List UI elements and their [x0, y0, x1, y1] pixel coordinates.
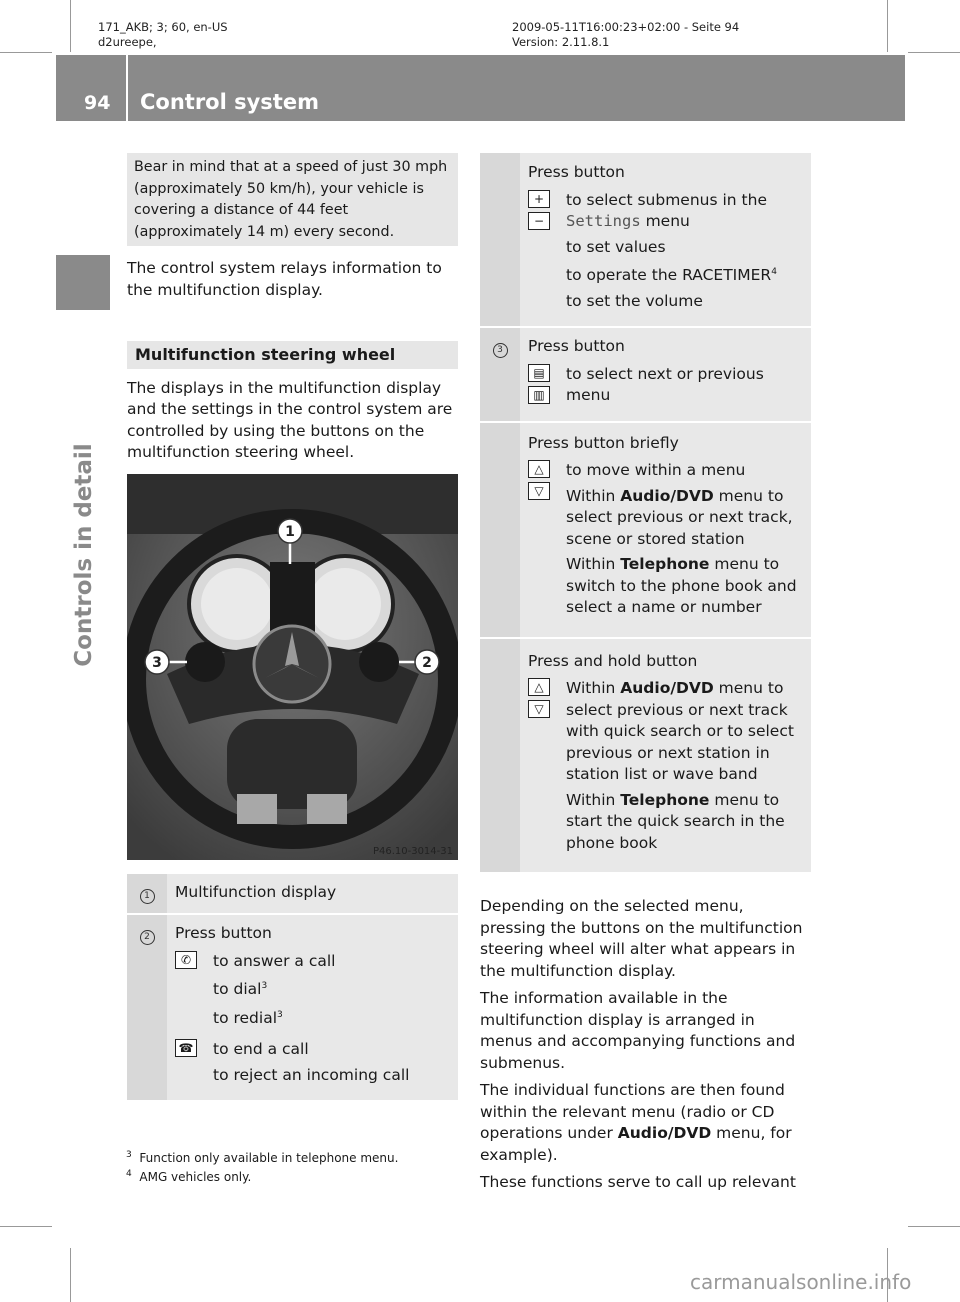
table-row [480, 153, 811, 327]
down-arrow-icon: ▽ [528, 700, 550, 718]
menu-previous-icon: ▥ [528, 386, 550, 404]
crop-mark [70, 0, 71, 52]
callout-2: 2 [422, 654, 432, 671]
down-arrow-icon: ▽ [528, 482, 550, 500]
function-line: Settings menu [566, 212, 690, 230]
watermark[interactable]: carmanualsonline.info [690, 1270, 912, 1294]
legend-table [127, 874, 458, 1101]
footnote: $^3$ Function only available in telephone menu. [126, 1150, 399, 1165]
crop-mark [0, 52, 52, 53]
phone-answer-icon: ✆ [175, 951, 197, 969]
table-key [127, 874, 167, 915]
paragraph: These functions serve to call up relevant [480, 1173, 796, 1192]
footnote-number: 3 [126, 1150, 132, 1160]
function-line: to dial$^3$ [213, 980, 268, 999]
function-line: to reject an incoming call [213, 1065, 410, 1084]
table-heading: Press button [175, 924, 272, 942]
buttons-table [480, 153, 811, 872]
table-key [480, 153, 520, 327]
print-meta-line: d2ureepe, [98, 35, 157, 49]
callout-1: 1 [285, 523, 295, 540]
section-tab-marker [56, 255, 110, 310]
table-row [480, 422, 811, 638]
note-box: Bear in mind that at a speed of just 30 mph (approximately 50 km/h), your vehicle is covering a distance of 44 feet (approximately 14 m) every second. [127, 153, 458, 246]
print-meta-left [98, 20, 228, 50]
minus-icon: − [528, 212, 550, 230]
button-row [528, 460, 803, 623]
function-line: to move within a menu [566, 461, 746, 480]
footnote: $^4$ AMG vehicles only. [126, 1169, 252, 1184]
right-column [480, 153, 811, 1194]
footnote-ref: 3 [277, 1009, 283, 1020]
paragraph: The individual functions are then found within the relevant menu (radio or CD operations under Audio/DVD menu, for example). [480, 1081, 792, 1164]
table-value [520, 638, 811, 873]
paragraph: Depending on the selected menu, pressing the buttons on the multifunction steering wheel will alter what appears in the multifunction display. [480, 897, 803, 980]
callout-3: 3 [152, 654, 162, 671]
phone-hangup-icon: ☎ [175, 1039, 197, 1057]
table-row [127, 914, 458, 1100]
crop-mark [70, 1248, 71, 1302]
table-value [520, 327, 811, 422]
function-line: to redial$^3$ [213, 1008, 283, 1027]
function-line: to answer a call [213, 951, 336, 970]
table-heading: Press and hold button [528, 651, 698, 670]
crop-mark [887, 0, 888, 52]
print-meta-line: 171_AKB; 3; 60, en-US [98, 20, 228, 34]
function-line: Within Telephone menu to switch to the phone book and select a name or number [566, 555, 797, 617]
table-value [520, 422, 811, 638]
table-heading: Press button [528, 163, 625, 181]
print-meta-right [512, 20, 739, 50]
page-title: Control system [140, 90, 319, 114]
table-value [520, 153, 811, 327]
up-arrow-icon: △ [528, 678, 550, 696]
print-meta-line: Version: 2.11.8.1 [512, 35, 610, 49]
table-key [480, 638, 520, 873]
table-key [480, 422, 520, 638]
table-row [480, 327, 811, 422]
up-arrow-icon: △ [528, 460, 550, 478]
paragraph: The information available in the multifunction display is arranged in menus and accompanying functions and submenus. [480, 989, 796, 1072]
table-row [480, 638, 811, 873]
callout-badge: 2 [140, 930, 155, 945]
section-tab-label: Controls in detail [71, 443, 97, 667]
menu-next-icon: ▤ [528, 364, 550, 382]
button-row [528, 190, 803, 317]
table-value: Multifunction display [167, 874, 458, 915]
function-line: to select next or previous menu [566, 364, 764, 405]
image-reference: P46.10-3014-31 [372, 845, 453, 857]
section-heading: Multifunction steering wheel [127, 341, 458, 369]
table-row [127, 874, 458, 915]
button-row [175, 1039, 450, 1090]
function-line: to set the volume [566, 291, 703, 310]
crop-mark [0, 1226, 52, 1227]
paragraph: The control system relays information to the multifunction display. [127, 259, 442, 299]
header-divider [126, 55, 128, 121]
page-number: 94 [84, 92, 111, 114]
crop-mark [908, 1226, 960, 1227]
footnote-ref: 4 [771, 267, 777, 277]
table-key [127, 914, 167, 1100]
function-line: to select submenus in the [566, 190, 767, 209]
plus-icon: + [528, 190, 550, 208]
crop-mark [908, 52, 960, 53]
callout-badge: 3 [493, 343, 508, 358]
button-row [175, 951, 450, 1034]
steering-wheel-photo [127, 474, 458, 860]
function-line: to end a call [213, 1040, 309, 1059]
button-row [528, 678, 803, 858]
function-line: Within Audio/DVD menu to select previous or next track, scene or stored station [566, 486, 793, 548]
footnote-ref: 3 [261, 981, 268, 991]
steering-wheel-illustration [127, 474, 458, 860]
table-heading: Press button briefly [528, 433, 679, 452]
table-value [167, 914, 458, 1100]
function-line: to operate the RACETIMER$^4$ [566, 266, 777, 285]
print-meta-line: 2009-05-11T16:00:23+02:00 - Seite 94 [512, 20, 740, 34]
function-line: Within Telephone menu to start the quick search in the phone book [566, 790, 785, 852]
function-line: to set values [566, 237, 666, 256]
paragraph: The displays in the multifunction display and the settings in the control system are controlled by using the buttons on the multifunction steering wheel. [127, 378, 453, 461]
table-heading: Press button [528, 337, 625, 356]
function-line: Within Audio/DVD menu to select previous or next track with quick search or to select previous or next station in station list or wave band [566, 679, 794, 784]
left-column [127, 153, 458, 1100]
button-row [528, 364, 803, 411]
table-key [480, 327, 520, 422]
footnote-number: 4 [126, 1169, 132, 1179]
callout-badge: 1 [140, 889, 155, 904]
